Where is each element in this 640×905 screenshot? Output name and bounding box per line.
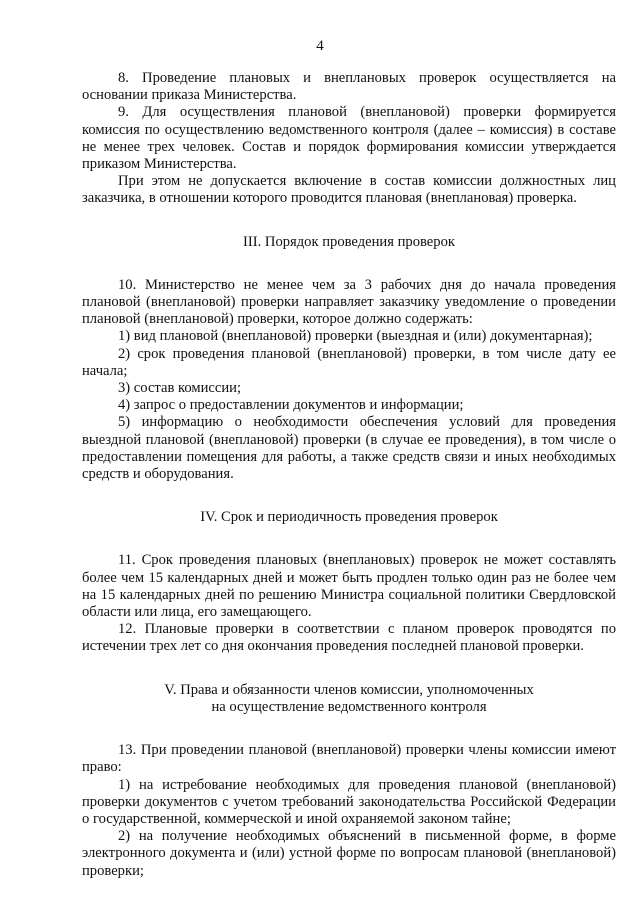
document-body xyxy=(82,70,616,880)
section-5-heading-line-2: на осуществление ведомственного контроля xyxy=(211,698,487,715)
section-4-heading: IV. Срок и периодичность проведения проверок xyxy=(200,509,498,526)
paragraph-13-item-1: 1) на истребование необходимых для проведения плановой (внеплановой) проверки документов с учетом требований законодательства Российской Федерации о государственной, коммерческой и иной охраняемой законом тайне; xyxy=(82,776,616,827)
paragraph-9-note: При этом не допускается включение в состав комиссии должностных лиц заказчика, в отношении которого проводится плановая (внеплановая) проверка. xyxy=(82,173,616,207)
paragraph-8: 8. Проведение плановых и внеплановых проверок осуществляется на основании приказа Министерства. xyxy=(82,70,616,104)
paragraph-10-item-2: 2) срок проведения плановой (внеплановой) проверки, в том числе дату ее начала; xyxy=(82,345,616,379)
paragraph-10: 10. Министерство не менее чем за 3 рабочих дня до начала проведения плановой (внеплановой) проверки направляет заказчику уведомление о проведении плановой (внеплановой) проверки, которое должно содержать: xyxy=(82,276,616,328)
paragraph-11: 11. Срок проведения плановых (внеплановых) проверок не может составлять более чем 15 календарных дней и может быть продлен только один раз не более чем на 15 календарных дней по решению Министра социальной политики Свердловской области или лица, его замещающего. xyxy=(82,552,616,621)
page-number: 4 xyxy=(316,38,324,54)
section-5-heading-line-1: V. Права и обязанности членов комиссии, уполномоченных xyxy=(164,681,534,698)
paragraph-13-item-2: 2) на получение необходимых объяснений в письменной форме, в форме электронного документа и (или) устной форме по вопросам плановой (внеплановой) проверки; xyxy=(82,828,616,879)
paragraph-10-item-4: 4) запрос о предоставлении документов и информации; xyxy=(118,397,464,414)
paragraph-9: 9. Для осуществления плановой (внеплановой) проверки формируется комиссия по осуществлению ведомственного контроля (далее – комиссия) в составе не менее трех человек. Состав и порядок формирования комиссии утверждается приказом Министерства. xyxy=(82,104,616,173)
paragraph-10-item-1: 1) вид плановой (внеплановой) проверки (выездная и (или) документарная); xyxy=(118,328,593,345)
section-3-heading: III. Порядок проведения проверок xyxy=(243,233,455,250)
paragraph-10-item-3: 3) состав комиссии; xyxy=(118,380,242,397)
paragraph-10-item-5: 5) информацию о необходимости обеспечения условий для проведения выездной плановой (внеплановой) проверки (в случае ее проведения), в том числе о предоставлении помещения для работы, а также средств связи и иных необходимых средств и оборудования. xyxy=(82,414,616,483)
paragraph-13: 13. При проведении плановой (внеплановой) проверки члены комиссии имеют право: xyxy=(82,742,616,776)
paragraph-12: 12. Плановые проверки в соответствии с планом проверок проводятся по истечении трех лет со дня окончания проведения последней плановой проверки. xyxy=(82,621,616,655)
